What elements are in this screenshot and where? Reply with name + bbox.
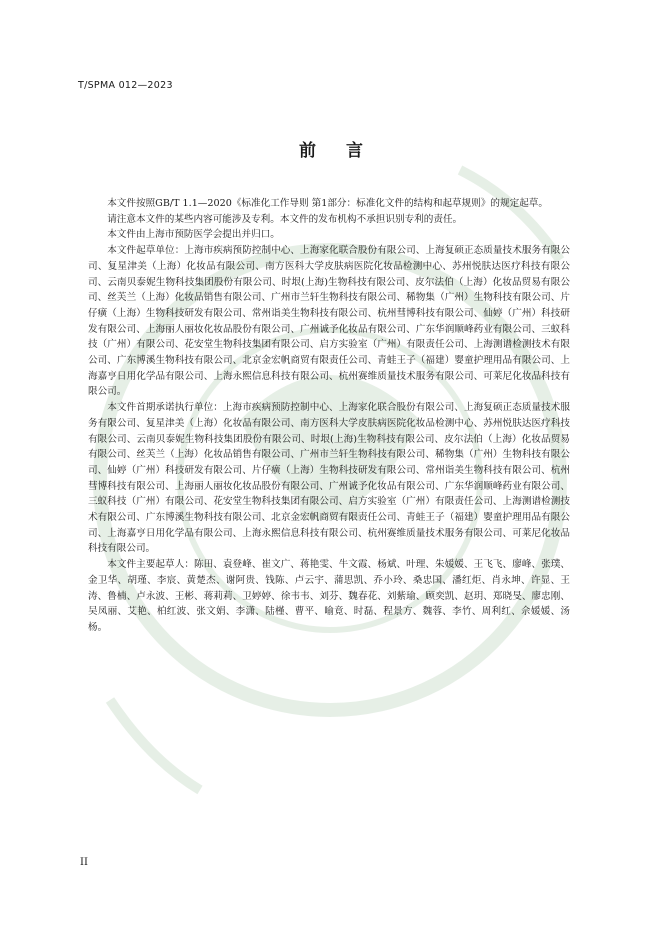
paragraph-drafting-units: 本文件起草单位：上海市疾病预防控制中心、上海家化联合股份有限公司、上海复硕正态质量技术服务有限公司、复星津美（上海）化妆品有限公司、南方医科大学皮肤病医院化妆品检测中心、苏州悦肤达医疗科技有限公司、云南贝泰妮生物科技集团股份有限公司、时垠(上海)生物科技有限公司、皮尔法伯（上海）化妆品贸易有限公司、丝芙兰（上海）化妆品销售有限公司、广州市兰轩生物科技有限公司、稀物集（广州）生物科技有限公司、片仔癀（上海）生物科技研发有限公司、常州诣美生物科技有限公司、杭州彗博科技有限公司、仙婷（广州）科技研发有限公司、上海丽人丽妆化妆品股份有限公司、广州诚予化妆品有限公司、广东华润顺峰药业有限公司、三蚁科技（广州）有限公司、花安堂生物科技集团有限公司、启方实验室（广州）有限责任公司、上海测谱检测技术有限公司、广东博溪生物科技有限公司、北京金宏帆商贸有限责任公司、青蛙王子（福建）婴童护理用品有限公司、上海嘉亨日用化学品有限公司、上海永熙信息科技有限公司、杭州赛维质量技术服务有限公司、可莱尼化妆品科技有限公司。 [88,245,570,398]
paragraph-proposer: 本文件由上海市预防医学会提出并归口。 [107,229,280,241]
page-number: II [80,857,88,868]
paragraph-patent-notice: 请注意本文件的某些内容可能涉及专利。本文件的发布机构不承担识别专利的责任。 [107,213,463,225]
paragraph-drafters: 本文件主要起草人：陈田、袁登峰、崔文广、蒋艳雯、牛文霞、杨斌、叶理、朱媛媛、王飞飞、廖峰、张璞、金卫华、胡瑾、李宸、黄楚杰、谢阿贵、钱陈、卢云宇、蒲思凯、乔小玲、桑忠国、潘红炬、肖永坤、许显、王涛、鲁楠、卢永波、王彬、蒋莉莉、卫婷婷、徐韦韦、刘芬、魏春花、刘紫瑜、顾奕凯、赵玥、郑晓旻、廖忠刚、吴凤丽、艾艳、柏红波、张文娟、李潇、陆槿、曹平、喻竟、时磊、程景方、魏蓉、李竹、周利红、佘媛媛、汤杨。 [88,559,570,633]
page-title: 前言 [299,141,393,161]
paragraph-committed-units: 本文件首期承诺执行单位：上海市疾病预防控制中心、上海家化联合股份有限公司、上海复硕正态质量技术服务有限公司、复星津美（上海）化妆品有限公司、南方医科大学皮肤病医院化妆品检测中心、苏州悦肤达医疗科技有限公司、云南贝泰妮生物科技集团股份有限公司、时垠(上海)生物科技有限公司、皮尔法伯（上海）化妆品贸易有限公司、丝芙兰（上海）化妆品销售有限公司、广州市兰轩生物科技有限公司、稀物集（广州）生物科技有限公司、仙婷（广州）科技研发有限公司、片仔癀（上海）生物科技研发有限公司、常州诣美生物科技有限公司、杭州彗博科技有限公司、上海丽人丽妆化妆品股份有限公司、广州诚予化妆品有限公司、广东华润顺峰药业有限公司、三蚁科技（广州）有限公司、花安堂生物科技集团有限公司、启方实验室（广州）有限责任公司、上海测谱检测技术有限公司、广东博溪生物科技有限公司、北京金宏帆商贸有限责任公司、青蛙王子（福建）婴童护理用品有限公司、上海嘉亨日用化学品有限公司、上海永熙信息科技有限公司、杭州赛维质量技术服务有限公司、可莱尼化妆品科技有限公司。 [88,402,570,555]
document-code: T/SPMA 012—2023 [78,80,173,91]
paragraph-drafting-rules: 本文件按照GB/T 1.1—2020《标准化工作导则 第1部分：标准化文件的结构和起草规则》的规定起草。 [107,198,548,209]
foreword-body [88,196,570,636]
